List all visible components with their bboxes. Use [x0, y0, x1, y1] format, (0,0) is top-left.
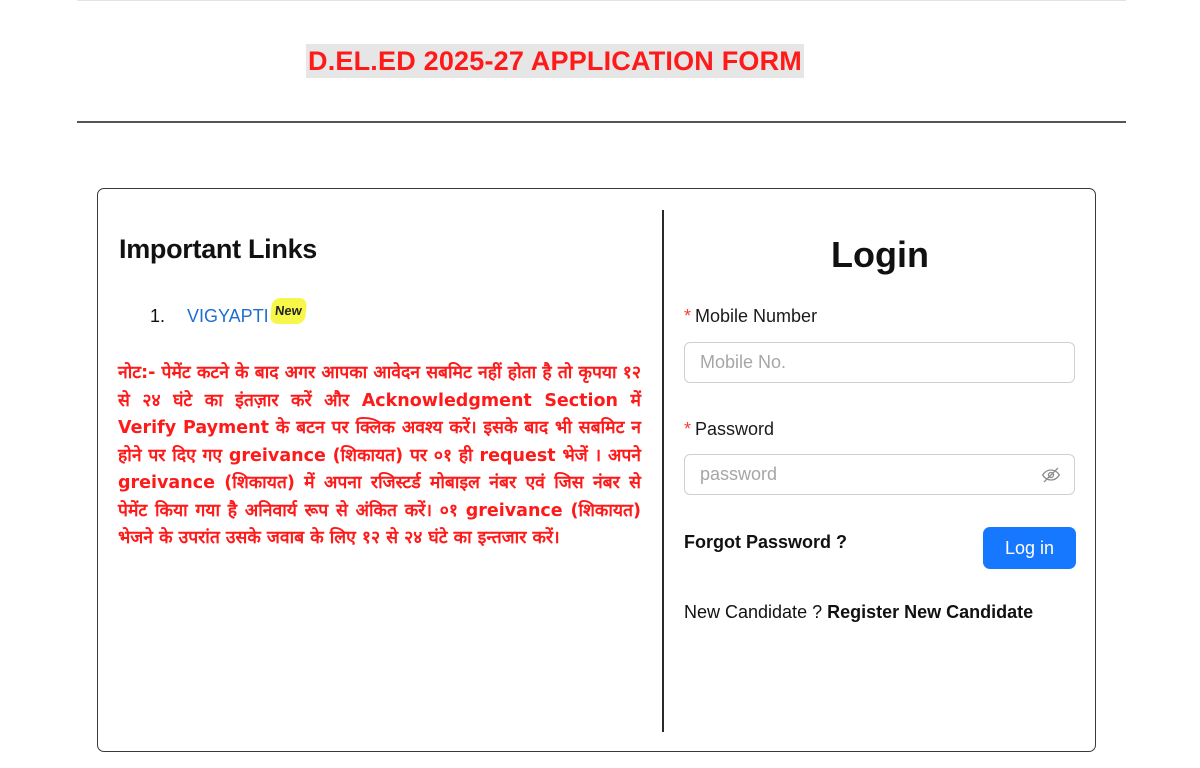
payment-note: नोट:- पेमेंट कटने के बाद अगर आपका आवेदन सबमिट नहीं होता है तो कृपया १२ से २४ घंटे का इंतज़ार करें और Acknowledgment Section में Verify Payment के बटन पर क्लिक अवश्य करें। इसके बाद भी सबमिट न होने पर दिए गए greivance (शिकायत) पर ०१ ही request भेजें । अपने greivance (शिकायत) में अपना रजिस्टर्ड मोबाइल नंबर एवं जिस नंबर से पेमेंट किया गया है अनिवार्य रूप से अंकित करें। ०१ greivance (शिकायत) भेजने के उपरांत उसके जवाब के लिए १२ से २४ घंटे का इन्तजार करें।: [118, 363, 641, 548]
login-heading: Login: [831, 234, 929, 275]
mobile-number-input[interactable]: [684, 342, 1075, 383]
required-mark: *: [684, 306, 692, 326]
register-new-candidate-link[interactable]: Register New Candidate: [827, 602, 1034, 622]
column-divider: [662, 210, 664, 732]
mobile-number-label: [684, 306, 817, 327]
page-header: [306, 44, 804, 78]
vigyapti-link[interactable]: VIGYAPTI: [187, 306, 269, 326]
password-label: [684, 419, 774, 440]
login-button[interactable]: Log in: [983, 527, 1076, 569]
register-prompt: New Candidate ?: [684, 602, 823, 622]
register-line: [684, 602, 1033, 623]
list-item-number: 1.: [150, 306, 166, 326]
password-input[interactable]: [684, 454, 1075, 495]
page-title: D.EL.ED 2025-27 APPLICATION FORM: [308, 46, 802, 76]
mobile-number-label-text: Mobile Number: [695, 306, 818, 326]
required-mark: *: [684, 419, 692, 439]
new-badge: New: [269, 298, 306, 324]
forgot-password-link[interactable]: Forgot Password ?: [684, 532, 848, 552]
password-label-text: Password: [695, 419, 775, 439]
top-divider: [77, 0, 1126, 1]
eye-invisible-icon[interactable]: [1041, 465, 1061, 485]
header-divider: [77, 121, 1126, 123]
important-links-heading: Important Links: [119, 234, 318, 264]
list-item: [150, 304, 305, 328]
important-links-list: [150, 304, 305, 328]
